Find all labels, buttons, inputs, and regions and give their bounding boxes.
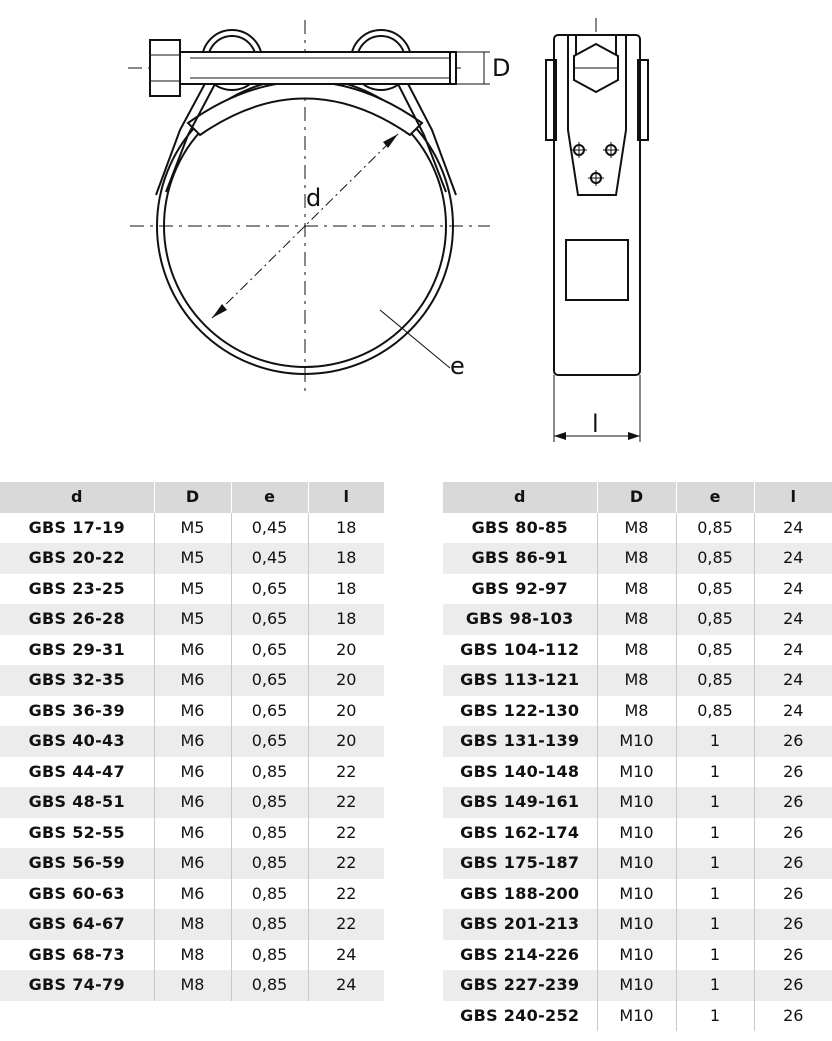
cell-thickness: 1 <box>676 848 754 879</box>
cell-width: 20 <box>336 639 357 659</box>
cell-model: GBS 48-51 <box>0 787 154 818</box>
cell-width: 18 <box>308 543 384 574</box>
cell-width: 24 <box>754 665 832 696</box>
cell-model: GBS 162-174 <box>443 818 597 849</box>
table-header-row <box>443 482 832 513</box>
table-row <box>0 604 384 635</box>
cell-thread: M8 <box>154 940 231 971</box>
table-row <box>0 757 384 788</box>
cell-thickness: 0,85 <box>231 970 308 1001</box>
cell-thickness: 0,85 <box>676 696 754 727</box>
cell-model: GBS 56-59 <box>0 848 154 879</box>
cell-model: GBS 36-39 <box>0 696 154 727</box>
cell-model: GBS 131-139 <box>443 726 597 757</box>
cell-width: 20 <box>336 700 357 720</box>
cell-width: 24 <box>783 639 804 659</box>
cell-thread: M10 <box>597 879 676 910</box>
header-d: d <box>0 482 154 513</box>
cell-thread: M8 <box>597 543 676 574</box>
cell-model: GBS 74-79 <box>0 970 154 1001</box>
table-row <box>443 665 832 696</box>
cell-model: GBS 201-213 <box>443 909 597 940</box>
cell-thickness: 1 <box>676 970 754 1001</box>
table-row <box>443 1001 832 1032</box>
cell-width: 24 <box>783 578 804 598</box>
cell-thickness: 0,65 <box>231 665 308 696</box>
cell-thread: M8 <box>597 635 676 666</box>
cell-model: GBS 80-85 <box>443 513 597 544</box>
label-e: e <box>450 352 465 380</box>
cell-thickness: 0,65 <box>231 574 308 605</box>
cell-model: GBS 175-187 <box>443 848 597 879</box>
cell-width: 24 <box>783 517 804 537</box>
table-row <box>0 909 384 940</box>
table-row <box>0 543 384 574</box>
cell-thread: M6 <box>154 757 231 788</box>
cell-thickness: 0,85 <box>676 513 754 544</box>
cell-width: 26 <box>754 909 832 940</box>
table-row <box>0 513 384 544</box>
cell-thickness: 1 <box>676 726 754 757</box>
table-row <box>443 818 832 849</box>
cell-model: GBS 149-161 <box>443 787 597 818</box>
table-row <box>0 574 384 605</box>
cell-thickness: 0,65 <box>231 604 308 635</box>
table-row <box>443 574 832 605</box>
table-row <box>443 940 832 971</box>
cell-model: GBS 240-252 <box>443 1001 597 1032</box>
cell-thread: M10 <box>597 787 676 818</box>
cell-thickness: 0,85 <box>231 757 308 788</box>
table-row <box>443 543 832 574</box>
cell-width: 22 <box>336 883 357 903</box>
table-row <box>0 879 384 910</box>
cell-thread: M8 <box>154 970 231 1001</box>
cell-thickness: 0,65 <box>231 696 308 727</box>
clamp-technical-drawing <box>0 0 832 470</box>
cell-model: GBS 32-35 <box>0 665 154 696</box>
cell-thread: M10 <box>597 818 676 849</box>
cell-thickness: 0,85 <box>231 818 308 849</box>
cell-width: 22 <box>308 787 384 818</box>
header-e: e <box>231 482 308 513</box>
cell-thread: M8 <box>597 604 676 635</box>
cell-model: GBS 188-200 <box>443 879 597 910</box>
table-row <box>443 970 832 1001</box>
cell-model: GBS 44-47 <box>0 757 154 788</box>
side-view <box>546 18 648 442</box>
table-row <box>0 970 384 1001</box>
cell-width: 26 <box>754 787 832 818</box>
cell-thickness: 1 <box>676 757 754 788</box>
cell-thickness: 0,85 <box>231 848 308 879</box>
cell-thickness: 0,85 <box>676 604 754 635</box>
table-body <box>443 513 832 1032</box>
cell-model: GBS 92-97 <box>443 574 597 605</box>
cell-model: GBS 227-239 <box>443 970 597 1001</box>
cell-thread: M6 <box>154 879 231 910</box>
table-row <box>0 726 384 757</box>
cell-width: 24 <box>783 700 804 720</box>
table-row <box>443 787 832 818</box>
cell-model: GBS 52-55 <box>0 818 154 849</box>
cell-thickness: 1 <box>676 940 754 971</box>
cell-thickness: 0,85 <box>231 879 308 910</box>
cell-thread: M8 <box>597 665 676 696</box>
table-row <box>0 696 384 727</box>
cell-thread: M5 <box>154 574 231 605</box>
table-row <box>0 940 384 971</box>
cell-thickness: 0,65 <box>231 635 308 666</box>
cell-thickness: 1 <box>676 1001 754 1032</box>
cell-model: GBS 20-22 <box>0 543 154 574</box>
cell-thread: M8 <box>597 574 676 605</box>
cell-thread: M10 <box>597 1001 676 1032</box>
cell-model: GBS 214-226 <box>443 940 597 971</box>
table-row <box>0 787 384 818</box>
cell-model: GBS 98-103 <box>443 604 597 635</box>
label-D: D <box>492 54 511 82</box>
cell-thread: M10 <box>597 757 676 788</box>
cell-thickness: 0,85 <box>676 543 754 574</box>
cell-thickness: 0,45 <box>231 543 308 574</box>
cell-model: GBS 68-73 <box>0 940 154 971</box>
cell-thickness: 1 <box>676 818 754 849</box>
cell-thickness: 0,45 <box>231 513 308 544</box>
cell-width: 24 <box>336 944 357 964</box>
table-row <box>0 665 384 696</box>
cell-model: GBS 140-148 <box>443 757 597 788</box>
cell-width: 26 <box>783 1005 804 1025</box>
cell-thickness: 0,85 <box>676 574 754 605</box>
label-l: l <box>592 410 599 438</box>
cell-thickness: 1 <box>676 787 754 818</box>
cell-thread: M8 <box>154 909 231 940</box>
cell-thread: M6 <box>154 726 231 757</box>
header-e: e <box>676 482 754 513</box>
spec-table-left <box>0 482 384 1001</box>
header-l: l <box>754 482 832 513</box>
table-row <box>0 848 384 879</box>
cell-thread: M6 <box>154 787 231 818</box>
cell-thread: M5 <box>154 513 231 544</box>
cell-thickness: 0,85 <box>231 909 308 940</box>
cell-thickness: 1 <box>676 879 754 910</box>
table-row <box>0 635 384 666</box>
cell-width: 26 <box>754 726 832 757</box>
cell-model: GBS 29-31 <box>0 635 154 666</box>
cell-model: GBS 64-67 <box>0 909 154 940</box>
cell-thread: M6 <box>154 635 231 666</box>
cell-width: 26 <box>754 970 832 1001</box>
cell-model: GBS 17-19 <box>0 513 154 544</box>
cell-width: 24 <box>754 604 832 635</box>
cell-model: GBS 113-121 <box>443 665 597 696</box>
cell-thickness: 0,85 <box>676 635 754 666</box>
cell-model: GBS 104-112 <box>443 635 597 666</box>
cell-width: 24 <box>754 543 832 574</box>
label-d: d <box>306 184 322 212</box>
cell-thread: M5 <box>154 604 231 635</box>
cell-thread: M8 <box>597 696 676 727</box>
cell-width: 26 <box>783 761 804 781</box>
cell-model: GBS 26-28 <box>0 604 154 635</box>
cell-thickness: 0,85 <box>231 787 308 818</box>
table-body <box>0 513 384 1001</box>
cell-width: 22 <box>336 761 357 781</box>
table-row <box>443 635 832 666</box>
cell-width: 18 <box>336 578 357 598</box>
table-row <box>443 726 832 757</box>
cell-thread: M10 <box>597 970 676 1001</box>
header-D: D <box>154 482 231 513</box>
cell-thread: M10 <box>597 909 676 940</box>
cell-thread: M8 <box>597 513 676 544</box>
table-row <box>443 909 832 940</box>
cell-width: 26 <box>783 944 804 964</box>
spec-table-right <box>443 482 832 1031</box>
cell-width: 18 <box>336 517 357 537</box>
header-D: D <box>597 482 676 513</box>
table-row <box>443 848 832 879</box>
cell-width: 22 <box>308 909 384 940</box>
cell-thread: M10 <box>597 726 676 757</box>
cell-thickness: 1 <box>676 909 754 940</box>
cell-width: 22 <box>308 848 384 879</box>
cell-thread: M10 <box>597 848 676 879</box>
cell-model: GBS 60-63 <box>0 879 154 910</box>
cell-width: 20 <box>308 665 384 696</box>
table-header-row <box>0 482 384 513</box>
table-row <box>0 818 384 849</box>
table-row <box>443 879 832 910</box>
cell-thickness: 0,85 <box>231 940 308 971</box>
header-d: d <box>443 482 597 513</box>
table-row <box>443 757 832 788</box>
cell-thread: M5 <box>154 543 231 574</box>
cell-thread: M10 <box>597 940 676 971</box>
cell-thread: M6 <box>154 665 231 696</box>
cell-model: GBS 86-91 <box>443 543 597 574</box>
cell-width: 26 <box>783 822 804 842</box>
header-l: l <box>308 482 384 513</box>
cell-width: 18 <box>308 604 384 635</box>
cell-thread: M6 <box>154 696 231 727</box>
cell-width: 24 <box>308 970 384 1001</box>
cell-width: 22 <box>336 822 357 842</box>
cell-model: GBS 23-25 <box>0 574 154 605</box>
table-row <box>443 696 832 727</box>
cell-thread: M6 <box>154 818 231 849</box>
cell-model: GBS 122-130 <box>443 696 597 727</box>
cell-width: 26 <box>783 883 804 903</box>
cell-width: 26 <box>754 848 832 879</box>
cell-thickness: 0,65 <box>231 726 308 757</box>
table-row <box>443 513 832 544</box>
cell-model: GBS 40-43 <box>0 726 154 757</box>
cell-thread: M6 <box>154 848 231 879</box>
cell-thickness: 0,85 <box>676 665 754 696</box>
cell-width: 20 <box>308 726 384 757</box>
table-row <box>443 604 832 635</box>
